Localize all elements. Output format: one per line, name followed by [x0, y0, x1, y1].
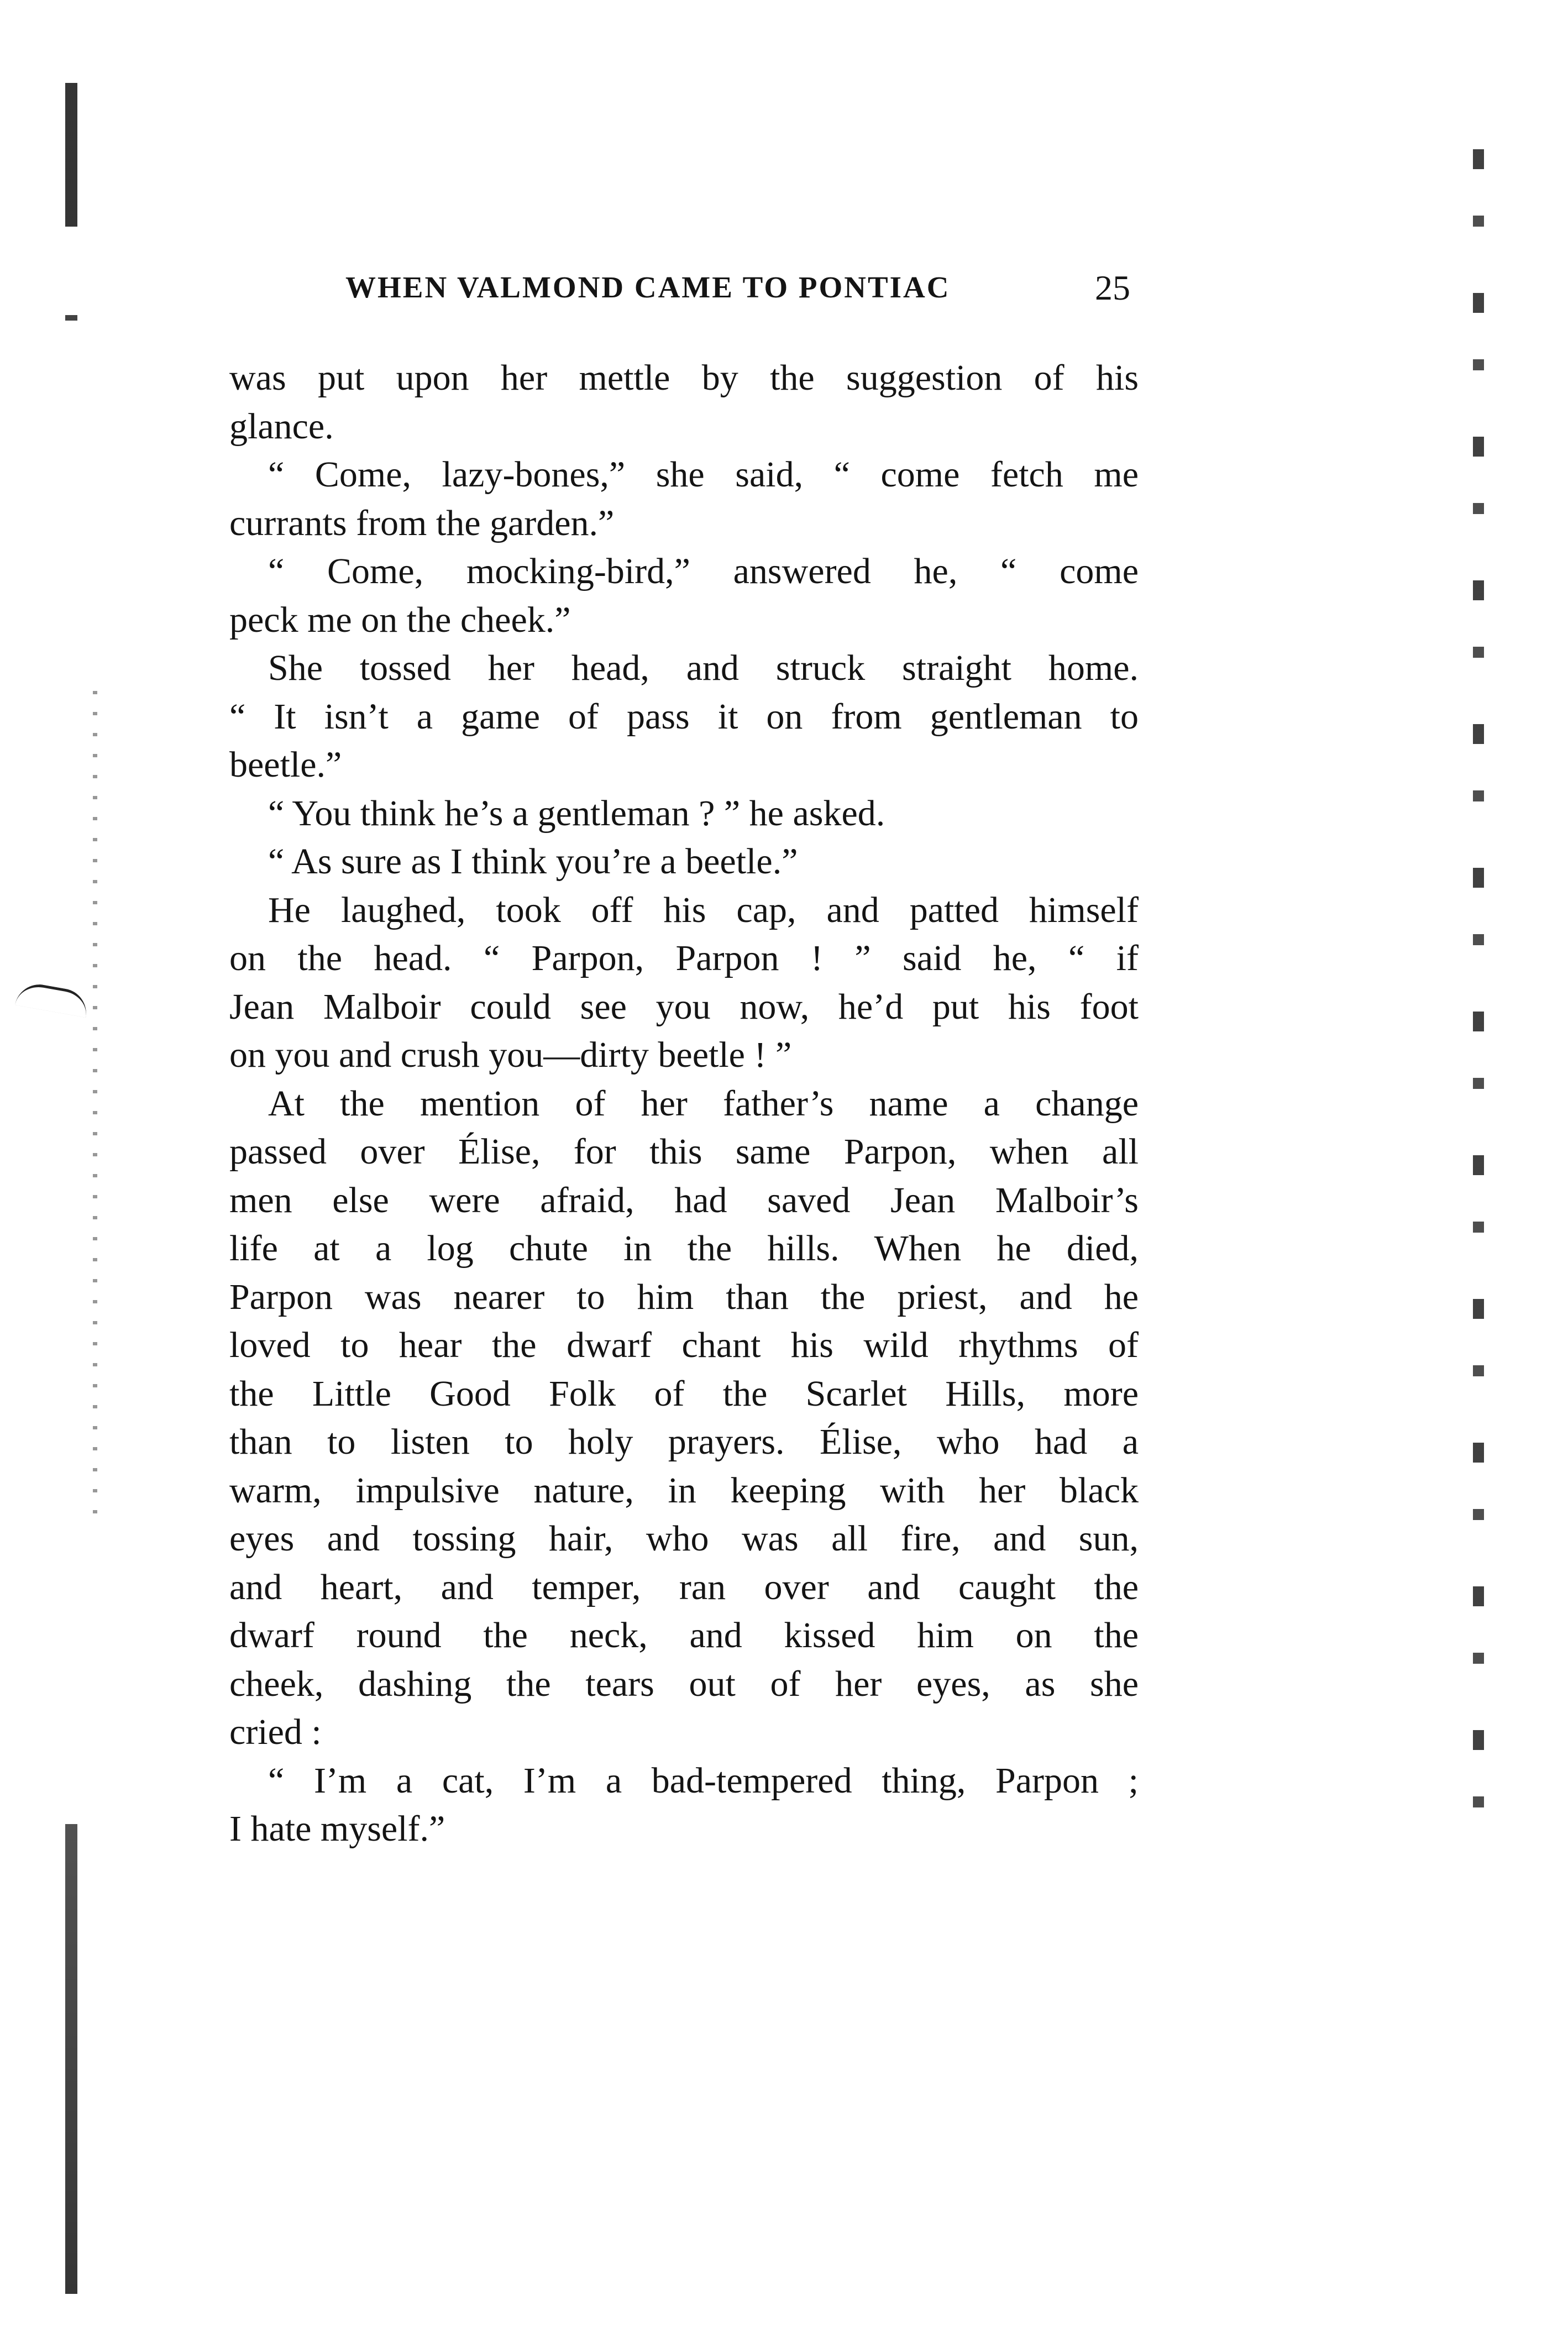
scan-edge-curve — [15, 981, 90, 1018]
page-number: 25 — [1095, 268, 1130, 307]
text-line: on the head. “ Parpon, Parpon ! ” said he, “ if — [229, 938, 1139, 978]
text-line: on you and crush you—dirty beetle ! ” — [229, 1035, 792, 1075]
text-line: Jean Malboir could see you now, he’d put his foot — [229, 986, 1139, 1027]
scan-edge-right — [1473, 149, 1484, 1852]
text-line: men else were afraid, had saved Jean Malboir’s — [229, 1180, 1139, 1220]
text-line: “ It isn’t a game of pass it on from gentleman to — [229, 696, 1139, 737]
text-line: cried : — [229, 1712, 322, 1752]
text-line: peck me on the cheek.” — [229, 599, 571, 640]
text-line: and heart, and temper, ran over and caught the — [229, 1566, 1139, 1607]
text-line: than to listen to holy prayers. Élise, who had a — [229, 1422, 1139, 1462]
text-line: currants from the garden.” — [229, 502, 615, 543]
scan-edge-left — [65, 83, 77, 2294]
page-header — [345, 270, 1130, 314]
text-line: passed over Élise, for this same Parpon, when all — [229, 1131, 1139, 1172]
text-line: the Little Good Folk of the Scarlet Hills, more — [229, 1373, 1139, 1414]
text-line: He laughed, took off his cap, and patted himself — [268, 889, 1139, 930]
text-line: “ Come, lazy-bones,” she said, “ come fetch me — [268, 454, 1139, 495]
text-line: was put upon her mettle by the suggestion of his — [229, 358, 1139, 398]
text-line: life at a log chute in the hills. When he died, — [229, 1228, 1139, 1269]
scan-edge-left-speckle — [93, 691, 97, 1520]
text-line: She tossed her head, and struck straight home. — [268, 648, 1139, 688]
text-line: eyes and tossing hair, who was all fire, and sun, — [229, 1518, 1139, 1559]
text-line: At the mention of her father’s name a change — [268, 1083, 1139, 1124]
text-line: “ As sure as I think you’re a beetle.” — [268, 841, 798, 882]
running-head: WHEN VALMOND CAME TO PONTIAC — [345, 270, 951, 304]
text-line: “ I’m a cat, I’m a bad-tempered thing, Parpon ; — [268, 1760, 1139, 1801]
text-line: beetle.” — [229, 745, 342, 785]
text-line: Parpon was nearer to him than the priest, and he — [229, 1276, 1139, 1317]
body-text — [229, 354, 1139, 1853]
text-line: “ Come, mocking-bird,” answered he, “ come — [268, 551, 1139, 591]
text-line: warm, impulsive nature, in keeping with her black — [229, 1470, 1139, 1511]
text-line: “ You think he’s a gentleman ? ” he asked. — [268, 793, 885, 834]
text-line: I hate myself.” — [229, 1809, 445, 1849]
text-line: dwarf round the neck, and kissed him on the — [229, 1615, 1139, 1655]
text-line: glance. — [229, 406, 334, 447]
text-line: loved to hear the dwarf chant his wild rhythms of — [229, 1325, 1139, 1365]
text-line: cheek, dashing the tears out of her eyes, as she — [229, 1663, 1139, 1704]
